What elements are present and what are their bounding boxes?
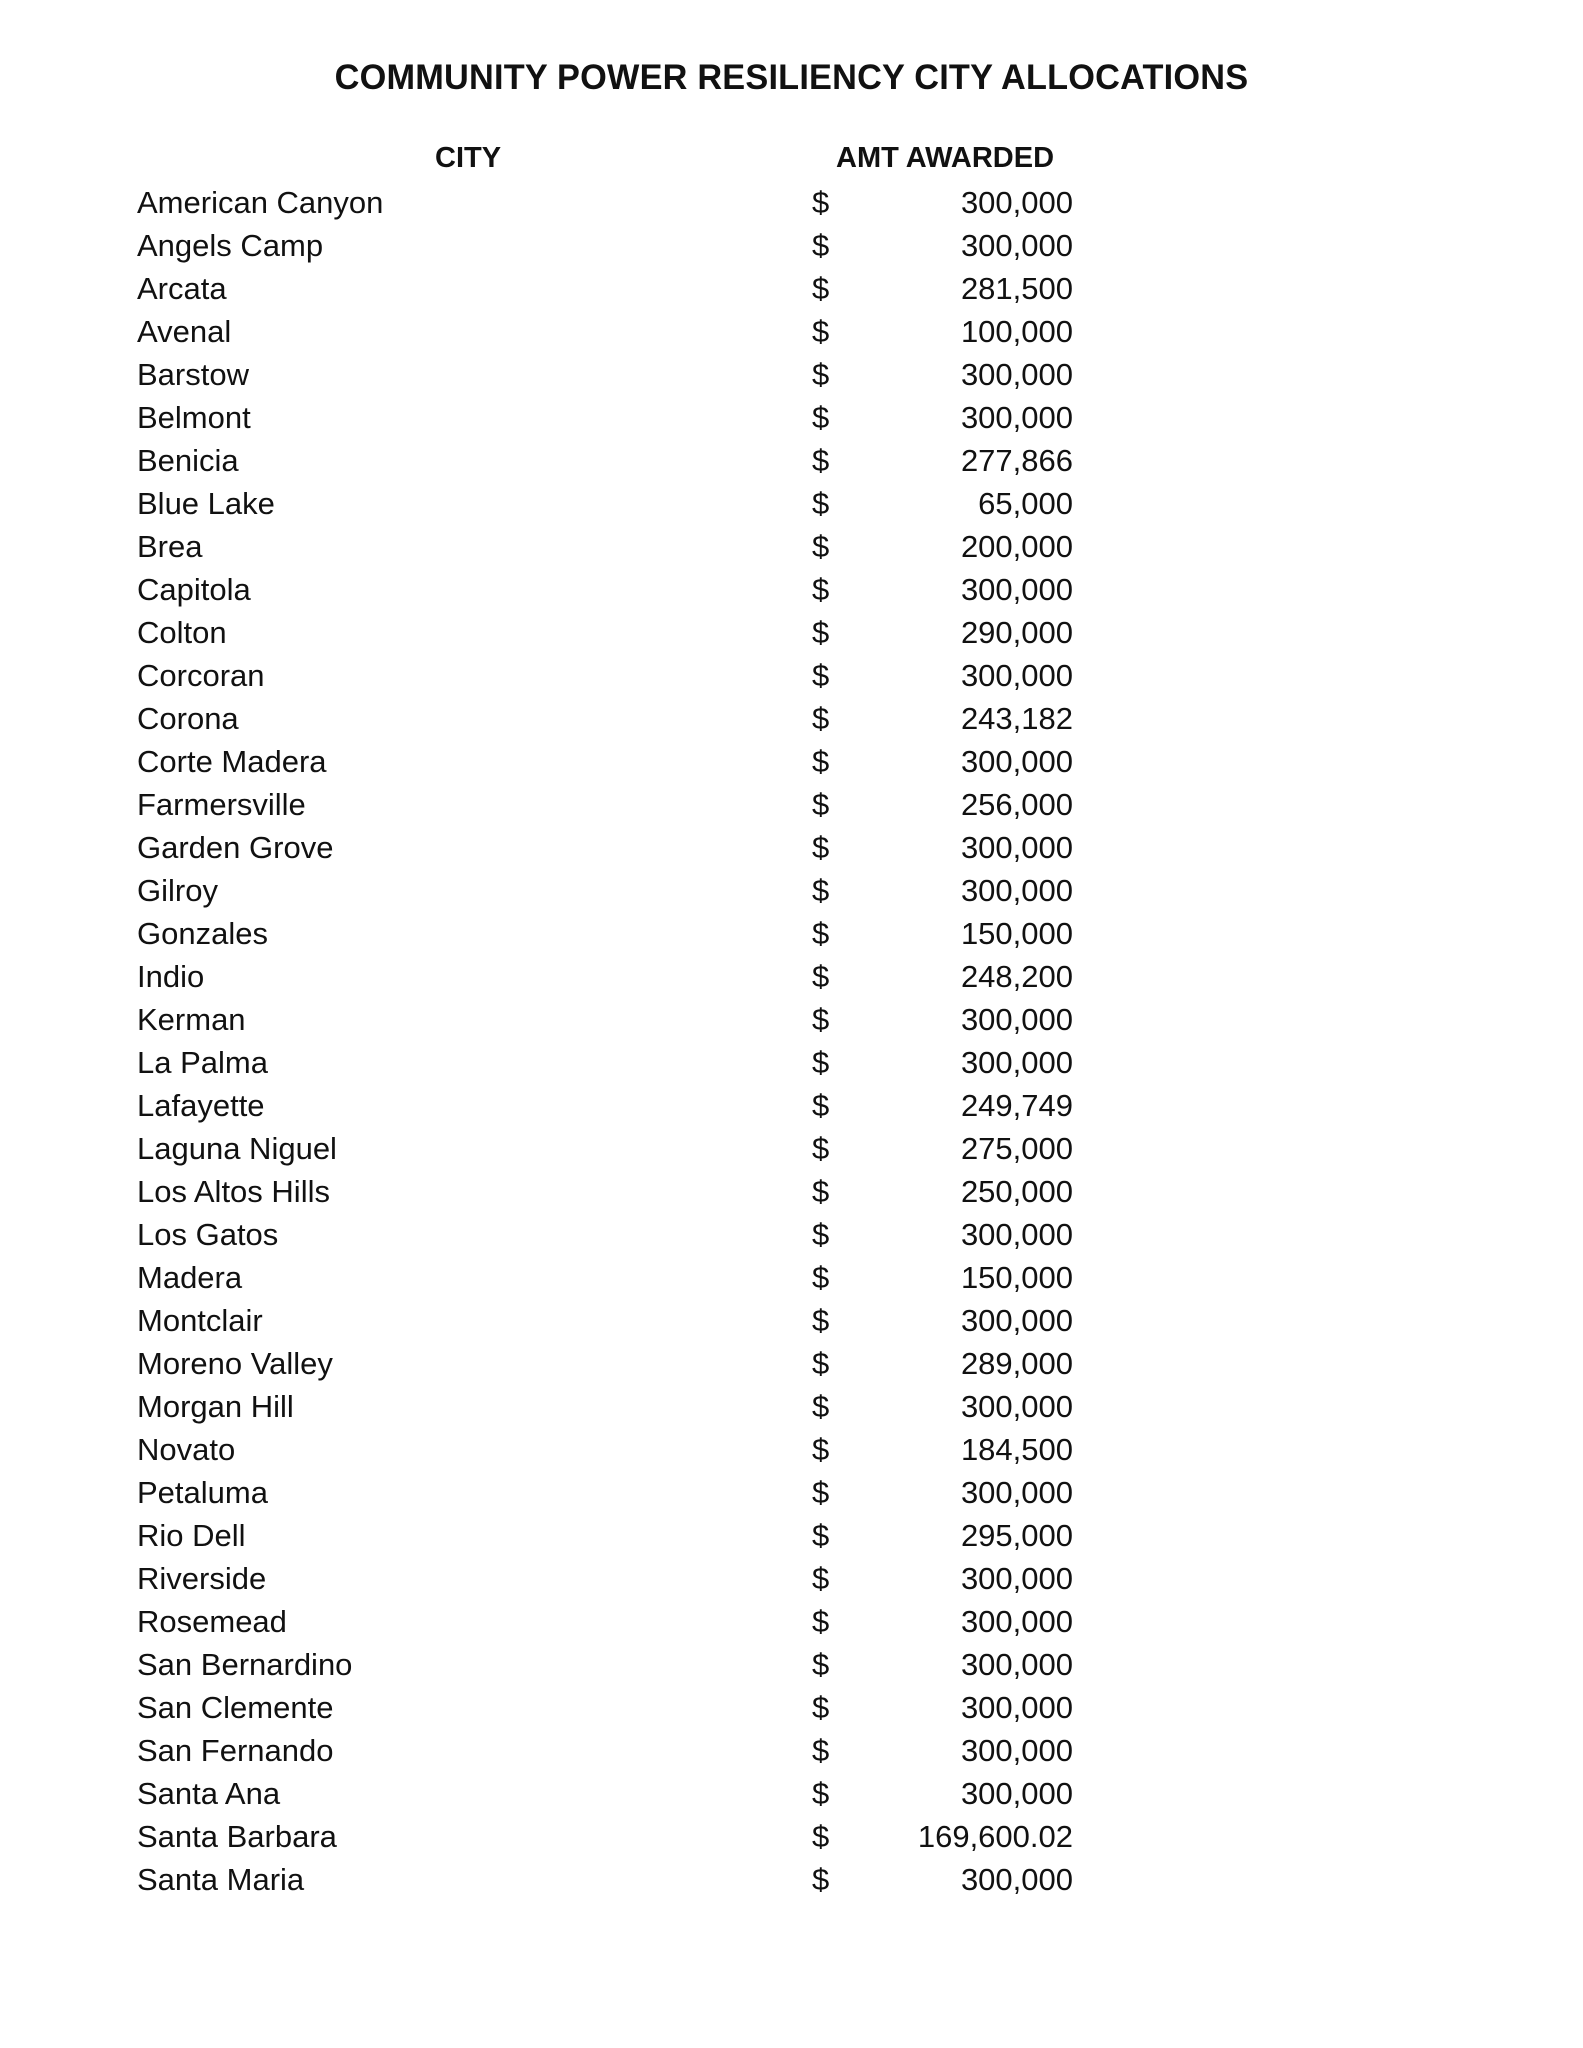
column-header-city: CITY <box>435 142 502 174</box>
amount-awarded: 300,000 <box>960 185 1073 220</box>
amount-awarded: 150,000 <box>960 1260 1073 1295</box>
table-row <box>0 1643 1583 1686</box>
city-name: Madera <box>137 1260 243 1295</box>
currency-symbol: $ <box>812 701 830 736</box>
currency-symbol: $ <box>812 830 830 865</box>
amount-awarded: 184,500 <box>960 1432 1073 1467</box>
city-name: Santa Ana <box>137 1776 281 1811</box>
amount-awarded: 300,000 <box>960 1002 1073 1037</box>
currency-symbol: $ <box>812 1303 830 1338</box>
currency-symbol: $ <box>812 787 830 822</box>
amount-awarded: 169,600.02 <box>917 1819 1073 1854</box>
currency-symbol: $ <box>812 1561 830 1596</box>
table-row <box>0 396 1583 439</box>
city-name: Kerman <box>137 1002 246 1037</box>
city-name: Colton <box>137 615 227 650</box>
table-row <box>0 1213 1583 1256</box>
table-row <box>0 1815 1583 1858</box>
currency-symbol: $ <box>812 443 830 478</box>
amount-awarded: 200,000 <box>960 529 1073 564</box>
currency-symbol: $ <box>812 271 830 306</box>
table-row <box>0 267 1583 310</box>
amount-awarded: 249,749 <box>960 1088 1073 1123</box>
currency-symbol: $ <box>812 1518 830 1553</box>
currency-symbol: $ <box>812 615 830 650</box>
table-row <box>0 912 1583 955</box>
amount-awarded: 277,866 <box>960 443 1073 478</box>
city-name: Gonzales <box>137 916 268 951</box>
table-row <box>0 1471 1583 1514</box>
currency-symbol: $ <box>812 1647 830 1682</box>
table-row <box>0 740 1583 783</box>
amount-awarded: 300,000 <box>960 1647 1073 1682</box>
amount-awarded: 300,000 <box>960 658 1073 693</box>
amount-awarded: 250,000 <box>960 1174 1073 1209</box>
city-name: San Fernando <box>137 1733 334 1768</box>
amount-awarded: 300,000 <box>960 1690 1073 1725</box>
currency-symbol: $ <box>812 1475 830 1510</box>
currency-symbol: $ <box>812 1346 830 1381</box>
allocations-table <box>0 181 1583 1901</box>
city-name: Farmersville <box>137 787 306 822</box>
city-name: Novato <box>137 1432 236 1467</box>
table-row <box>0 611 1583 654</box>
table-row <box>0 826 1583 869</box>
amount-awarded: 300,000 <box>960 357 1073 392</box>
table-row <box>0 1127 1583 1170</box>
currency-symbol: $ <box>812 400 830 435</box>
city-name: Santa Barbara <box>137 1819 337 1854</box>
city-name: Barstow <box>137 357 249 392</box>
currency-symbol: $ <box>812 357 830 392</box>
currency-symbol: $ <box>812 1604 830 1639</box>
amount-awarded: 65,000 <box>978 486 1073 521</box>
currency-symbol: $ <box>812 572 830 607</box>
currency-symbol: $ <box>812 1174 830 1209</box>
currency-symbol: $ <box>812 1389 830 1424</box>
city-name: American Canyon <box>137 185 384 220</box>
city-name: Laguna Niguel <box>137 1131 337 1166</box>
currency-symbol: $ <box>812 1088 830 1123</box>
currency-symbol: $ <box>812 658 830 693</box>
amount-awarded: 300,000 <box>960 1475 1073 1510</box>
amount-awarded: 289,000 <box>960 1346 1073 1381</box>
city-name: Los Gatos <box>137 1217 279 1252</box>
table-row <box>0 1170 1583 1213</box>
table-row <box>0 697 1583 740</box>
table-row <box>0 998 1583 1041</box>
table-row <box>0 1385 1583 1428</box>
amount-awarded: 100,000 <box>960 314 1073 349</box>
currency-symbol: $ <box>812 529 830 564</box>
amount-awarded: 256,000 <box>960 787 1073 822</box>
amount-awarded: 300,000 <box>960 1862 1073 1897</box>
currency-symbol: $ <box>812 1862 830 1897</box>
city-name: Corte Madera <box>137 744 327 779</box>
currency-symbol: $ <box>812 486 830 521</box>
city-name: Gilroy <box>137 873 218 908</box>
city-name: Garden Grove <box>137 830 334 865</box>
currency-symbol: $ <box>812 1217 830 1252</box>
city-name: Indio <box>137 959 205 994</box>
currency-symbol: $ <box>812 1260 830 1295</box>
city-name: Avenal <box>137 314 232 349</box>
amount-awarded: 300,000 <box>960 744 1073 779</box>
amount-awarded: 300,000 <box>960 572 1073 607</box>
table-row <box>0 654 1583 697</box>
column-header-amount: AMT AWARDED <box>836 142 1055 174</box>
city-name: Rio Dell <box>137 1518 246 1553</box>
city-name: Corcoran <box>137 658 265 693</box>
city-name: Benicia <box>137 443 239 478</box>
table-row <box>0 353 1583 396</box>
table-row <box>0 783 1583 826</box>
table-row <box>0 1600 1583 1643</box>
city-name: Moreno Valley <box>137 1346 333 1381</box>
amount-awarded: 300,000 <box>960 1604 1073 1639</box>
city-name: Belmont <box>137 400 251 435</box>
city-name: Riverside <box>137 1561 267 1596</box>
amount-awarded: 281,500 <box>960 271 1073 306</box>
city-name: Arcata <box>137 271 227 306</box>
table-row <box>0 482 1583 525</box>
amount-awarded: 248,200 <box>960 959 1073 994</box>
table-row <box>0 1428 1583 1471</box>
currency-symbol: $ <box>812 1819 830 1854</box>
amount-awarded: 300,000 <box>960 830 1073 865</box>
city-name: Petaluma <box>137 1475 268 1510</box>
table-row <box>0 1858 1583 1901</box>
city-name: La Palma <box>137 1045 268 1080</box>
table-row <box>0 1256 1583 1299</box>
city-name: Montclair <box>137 1303 263 1338</box>
currency-symbol: $ <box>812 959 830 994</box>
amount-awarded: 300,000 <box>960 1389 1073 1424</box>
city-name: Lafayette <box>137 1088 265 1123</box>
city-name: Corona <box>137 701 239 736</box>
amount-awarded: 300,000 <box>960 1217 1073 1252</box>
city-name: Los Altos Hills <box>137 1174 330 1209</box>
currency-symbol: $ <box>812 1045 830 1080</box>
city-name: Blue Lake <box>137 486 275 521</box>
table-row <box>0 1342 1583 1385</box>
table-row <box>0 1514 1583 1557</box>
city-name: Morgan Hill <box>137 1389 294 1424</box>
city-name: Capitola <box>137 572 251 607</box>
currency-symbol: $ <box>812 744 830 779</box>
table-row <box>0 1299 1583 1342</box>
currency-symbol: $ <box>812 916 830 951</box>
page-title: COMMUNITY POWER RESILIENCY CITY ALLOCATIONS <box>334 58 1249 97</box>
city-name: Brea <box>137 529 203 564</box>
currency-symbol: $ <box>812 1432 830 1467</box>
amount-awarded: 290,000 <box>960 615 1073 650</box>
amount-awarded: 295,000 <box>960 1518 1073 1553</box>
table-row <box>0 869 1583 912</box>
amount-awarded: 300,000 <box>960 1776 1073 1811</box>
table-row <box>0 224 1583 267</box>
amount-awarded: 243,182 <box>960 701 1073 736</box>
currency-symbol: $ <box>812 228 830 263</box>
amount-awarded: 275,000 <box>960 1131 1073 1166</box>
city-name: Angels Camp <box>137 228 324 263</box>
city-name: Santa Maria <box>137 1862 305 1897</box>
currency-symbol: $ <box>812 1690 830 1725</box>
amount-awarded: 300,000 <box>960 1045 1073 1080</box>
table-row <box>0 1729 1583 1772</box>
table-row <box>0 1084 1583 1127</box>
amount-awarded: 300,000 <box>960 1733 1073 1768</box>
amount-awarded: 300,000 <box>960 873 1073 908</box>
table-row <box>0 1686 1583 1729</box>
table-row <box>0 568 1583 611</box>
currency-symbol: $ <box>812 1131 830 1166</box>
city-name: San Clemente <box>137 1690 334 1725</box>
table-row <box>0 1557 1583 1600</box>
amount-awarded: 150,000 <box>960 916 1073 951</box>
table-row <box>0 1772 1583 1815</box>
table-row <box>0 525 1583 568</box>
table-row <box>0 310 1583 353</box>
table-row <box>0 1041 1583 1084</box>
table-row <box>0 955 1583 998</box>
currency-symbol: $ <box>812 1002 830 1037</box>
currency-symbol: $ <box>812 185 830 220</box>
city-name: Rosemead <box>137 1604 287 1639</box>
table-row <box>0 439 1583 482</box>
currency-symbol: $ <box>812 1776 830 1811</box>
amount-awarded: 300,000 <box>960 400 1073 435</box>
amount-awarded: 300,000 <box>960 228 1073 263</box>
currency-symbol: $ <box>812 1733 830 1768</box>
currency-symbol: $ <box>812 873 830 908</box>
amount-awarded: 300,000 <box>960 1561 1073 1596</box>
amount-awarded: 300,000 <box>960 1303 1073 1338</box>
table-header <box>0 142 1583 182</box>
currency-symbol: $ <box>812 314 830 349</box>
table-row <box>0 181 1583 224</box>
city-name: San Bernardino <box>137 1647 353 1682</box>
